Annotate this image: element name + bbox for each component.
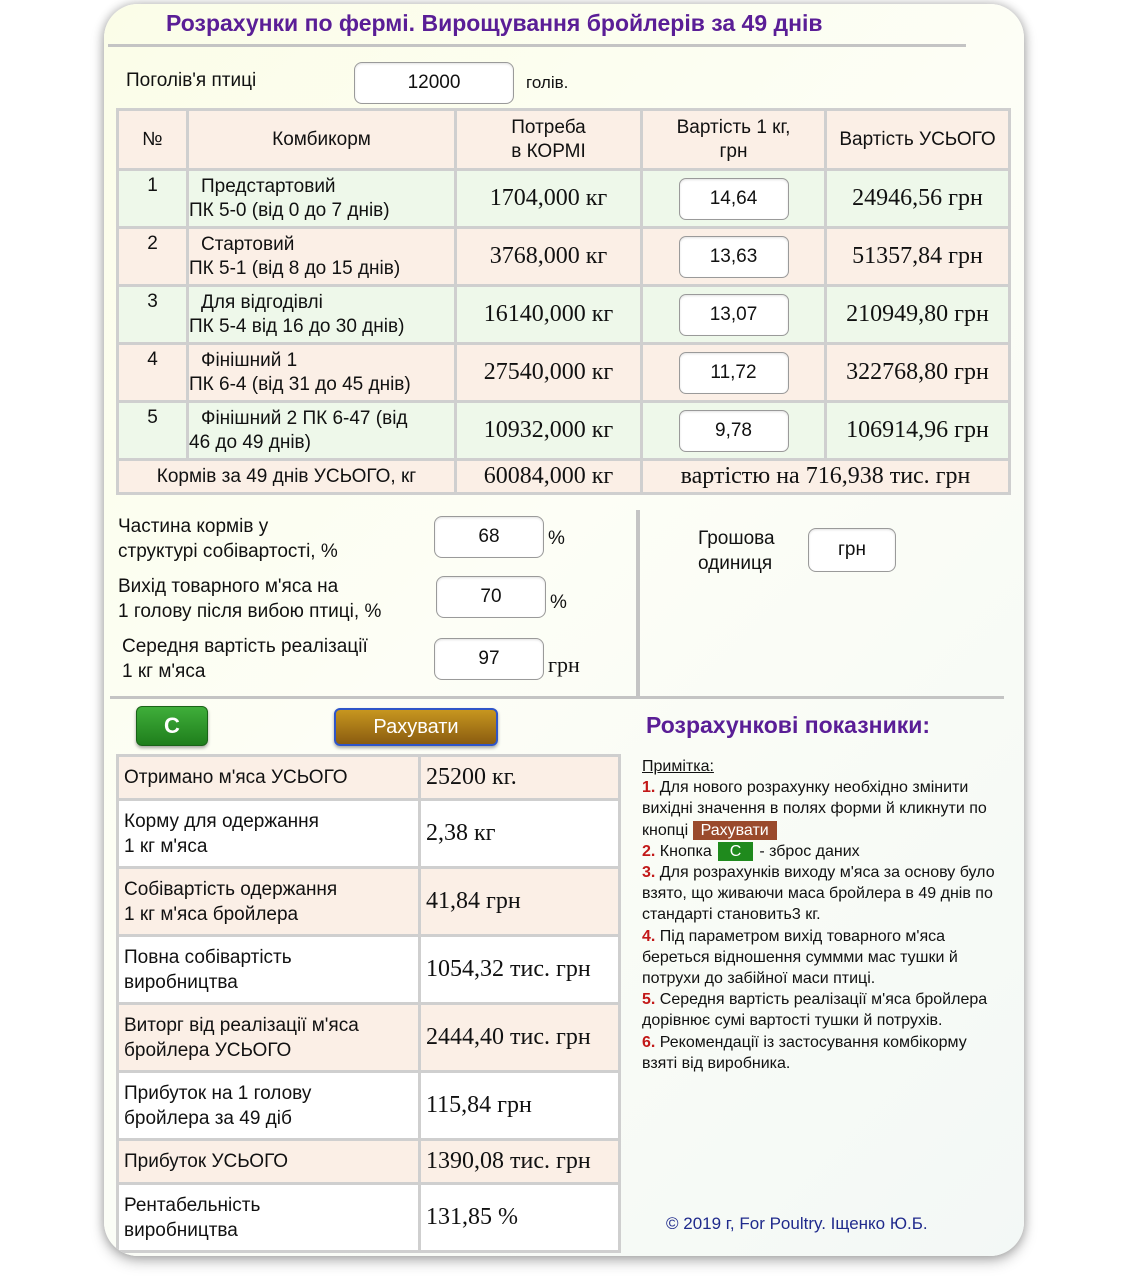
avg-price-label-line1: Середня вартість реалізації [122,636,368,657]
result-value: 1054,32 тис. грн [420,936,620,1004]
copyright: © 2019 г, For Poultry. Іщенко Ю.Б. [666,1214,928,1233]
result-value: 1390,08 тис. грн [420,1140,620,1184]
avg-price-label [122,634,368,684]
feed-name-line2: ПК 5-1 (від 8 до 15 днів) [189,257,401,279]
note-2-text-b: - зброс даних [759,842,860,860]
note-5-number: 5. [642,991,656,1009]
feed-row [118,402,1010,460]
result-label-line1: Прибуток на 1 голову [124,1082,312,1104]
result-row [118,936,620,1004]
note-calculate-badge: Рахувати [693,821,777,840]
feed-row-num: 2 [118,228,188,286]
feed-row-need: 3768,000 кг [456,228,642,286]
feed-total-label: Кормів за 49 днів УСЬОГО, кг [118,460,456,494]
header-cost-per-kg [642,110,826,170]
feed-row-name [188,402,456,460]
note-3-text: Для розрахунків виходу м'яса за основу було взято, що живаючи маса бройлера в 49 днів по стандарті становить3 кг. [642,864,995,924]
result-label-line1: Отримано м'яса УСЬОГО [124,767,348,788]
results-table [116,754,621,1253]
result-label-line2: виробництва [124,971,238,993]
result-label [118,1004,420,1072]
result-label-line2: 1 кг м'яса [124,835,208,857]
meat-yield-input[interactable] [436,576,546,618]
meat-yield-label [118,574,381,624]
result-label-line1: Повна собівартість [124,946,292,968]
result-label-line1: Прибуток УСЬОГО [124,1151,289,1172]
feed-name-line2: ПК 5-4 від 16 до 30 днів) [189,315,405,337]
avg-price-unit: грн [548,652,580,677]
feed-price-input[interactable]: 14,64 [679,178,789,220]
feed-row-need: 1704,000 кг [456,170,642,228]
feed-row-name [188,170,456,228]
result-row [118,800,620,868]
note-5 [642,989,996,1031]
feed-price-input[interactable]: 9,78 [679,410,789,452]
notes-heading: Примітка: [642,758,714,775]
headcount-unit: голів. [526,73,569,92]
header-cost-line1: Вартість 1 кг, [676,116,791,138]
feed-share-input[interactable] [434,516,544,558]
feed-price-input[interactable]: 11,72 [679,352,789,394]
feed-row-total: 106914,96 грн [826,402,1010,460]
meat-yield-label-line2: 1 голову після вибою птиці, % [118,601,382,622]
feed-total-cost: вартістю на 716,938 тис. грн [642,460,1010,494]
feed-total-row [118,460,1010,494]
avg-price-input[interactable] [434,638,544,680]
feed-price-input[interactable]: 13,07 [679,294,789,336]
header-need [456,110,642,170]
feed-share-label-line2: структурі собівартості, % [118,541,338,562]
result-row [118,1072,620,1140]
feed-row-need: 27540,000 кг [456,344,642,402]
result-label-line2: бройлера за 49 діб [124,1107,292,1129]
feed-table [116,108,1011,495]
feed-row [118,170,1010,228]
avg-price-label-line2: 1 кг м'яса [122,661,206,682]
note-6-text: Рекомендації із застосування комбікорму взяті від виробника. [642,1033,967,1072]
result-label [118,936,420,1004]
headcount-label: Поголів'я птиці [126,70,257,91]
feed-row-price-cell [642,344,826,402]
result-label-line2: виробництва [124,1219,238,1241]
feed-row-name [188,344,456,402]
page-title: Розрахунки по фермі. Вирощування бройлерів за 49 днів [166,10,823,36]
result-label [118,868,420,936]
feed-row-total: 51357,84 грн [826,228,1010,286]
note-1 [642,777,996,841]
result-value: 2444,40 тис. грн [420,1004,620,1072]
result-row [118,1004,620,1072]
feed-name-line1: Для відгодівлі [201,291,323,313]
feed-share-label-line1: Частина кормів у [118,516,269,537]
feed-name-line2: ПК 5-0 (від 0 до 7 днів) [189,199,390,221]
feed-row-total: 210949,80 грн [826,286,1010,344]
result-value: 25200 кг. [420,756,620,800]
header-cost-line2: грн [719,140,748,162]
currency-label-line1: Грошова [698,528,775,549]
feed-name-line1: Фінішний 1 [201,349,298,371]
feed-row-need: 16140,000 кг [456,286,642,344]
note-3-number: 3. [642,864,656,882]
feed-row-num: 1 [118,170,188,228]
notes-block [642,756,996,1074]
note-5-text: Середня вартість реалізації м'яса бройлера дорівнює сумі вартості тушки й потрухів. [642,991,988,1030]
feed-row-need: 10932,000 кг [456,402,642,460]
result-row [118,868,620,936]
feed-row-price-cell [642,228,826,286]
feed-row-name [188,286,456,344]
feed-row-total: 24946,56 грн [826,170,1010,228]
calculator-card [104,4,1024,1256]
feed-share-label [118,514,338,564]
result-row [118,756,620,800]
meat-yield-label-line1: Вихід товарного м'яса на [118,576,339,597]
currency-input[interactable] [808,528,896,572]
result-value: 41,84 грн [420,868,620,936]
feed-row [118,228,1010,286]
note-reset-badge: С [718,842,754,861]
feed-share-unit: % [548,528,565,549]
result-label-line1: Корму для одержання [124,810,319,832]
note-3 [642,862,996,926]
feed-row [118,344,1010,402]
reset-button[interactable]: С [136,706,208,746]
note-2-text-a: Кнопка [655,842,712,860]
result-label-line2: 1 кг м'яса бройлера [124,903,299,925]
result-label-line1: Виторг від реалізації м'яса [124,1014,359,1036]
meat-yield-unit: % [550,592,567,613]
result-label-line1: Рентабельність [124,1194,261,1216]
result-label-line1: Собівартість одержання [124,878,338,900]
results-title: Розрахункові показники: [646,712,931,738]
result-row [118,1184,620,1252]
headcount-input[interactable] [354,62,514,104]
note-1-number: 1. [642,779,656,797]
currency-label-line2: одиниця [698,553,773,574]
feed-name-line1: Предстартовий [201,175,336,197]
feed-price-input[interactable]: 13,63 [679,236,789,278]
calculate-button[interactable]: Рахувати [334,708,498,746]
feed-row [118,286,1010,344]
result-label [118,1072,420,1140]
currency-label [698,526,775,576]
params-divider [636,510,640,696]
note-4-number: 4. [642,927,656,945]
result-value: 2,38 кг [420,800,620,868]
feed-table-header [118,110,1010,170]
feed-row-total: 322768,80 грн [826,344,1010,402]
feed-name-line2: 46 до 49 днів) [189,431,311,453]
result-label [118,1184,420,1252]
feed-row-name [188,228,456,286]
result-label [118,800,420,868]
result-label [118,1140,420,1184]
feed-row-price-cell [642,402,826,460]
result-row [118,1140,620,1184]
result-label [118,756,420,800]
note-4 [642,926,996,990]
header-total-cost: Вартість УСЬОГО [826,110,1010,170]
note-4-text: Під параметром вихід товарного м'яса береться відношення суммми мас тушки й потрухи до забійної маси птиці. [642,927,958,988]
feed-total-need: 60084,000 кг [456,460,642,494]
feed-row-num: 5 [118,402,188,460]
title-divider [108,44,966,47]
note-6-number: 6. [642,1033,656,1051]
feed-name-line1: Стартовий [201,233,295,255]
feed-row-price-cell [642,170,826,228]
header-feed: Комбикорм [188,110,456,170]
feed-name-line1: Фінішний 2 ПК 6-47 (від [201,407,408,429]
result-label-line2: бройлера УСЬОГО [124,1039,292,1061]
result-value: 115,84 грн [420,1072,620,1140]
feed-row-num: 4 [118,344,188,402]
note-6 [642,1032,996,1074]
note-2-number: 2. [642,842,656,860]
header-need-line1: Потреба [511,116,586,138]
header-need-line2: в КОРМІ [511,140,586,162]
result-value: 131,85 % [420,1184,620,1252]
header-num: № [118,110,188,170]
note-2 [642,841,996,862]
note-1-text: Для нового розрахунку необхідно змінити вихідні значення в полях форми й кликнути по кнопці [642,779,987,839]
feed-row-price-cell [642,286,826,344]
section-divider [110,696,1004,699]
feed-row-num: 3 [118,286,188,344]
feed-name-line2: ПК 6-4 (від 31 до 45 днів) [189,373,411,395]
